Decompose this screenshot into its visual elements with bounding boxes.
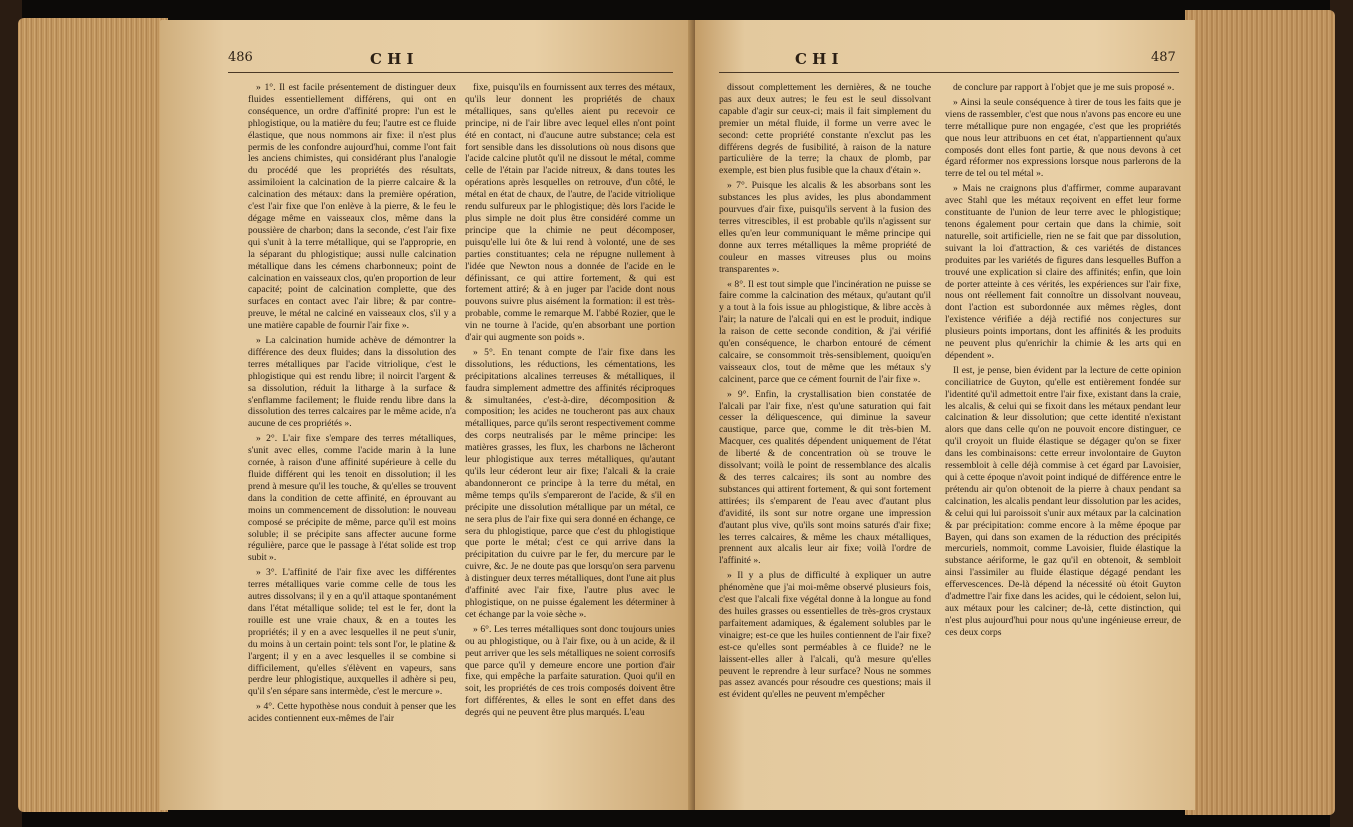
- page-edges-right: [1185, 10, 1335, 815]
- right-running-head: C H I: [795, 50, 839, 68]
- paragraph: fixe, puisqu'ils en fournissent aux terres des métaux, qu'ils leur donnent les propriétés de chaux métalliques, sans qu'elles aient pu recevoir ce principe, ni de l'air libre avec lequel elles n'ont point été en contact, ni d'aucune autre substance; cela est fort sensible dans les dissolutions où nous disons que l'acide calcine plutôt qu'il ne dissout le métal, comme celle de l'étain par l'acide nitreux, & dans toutes les opérations après lesquelles on retrouve, d'un côté, le métal en état de chaux, de l'autre, de l'acide vitriolique rendu sulfureux par le phlogistique; dès lors l'acide le plus simple ne doit plus être considéré comme un principe que la chimie ne peut décomposer, puisqu'elle lui ôte & lui rend à volonté, une de ses parties constituantes; cela ne répugne nullement à l'idée que Newton nous a donnée de l'acide en le définissant, ce qui attire fortement, & qui est fortement attiré; & à en juger par l'acide dont nous pouvons suivre plus aisément la formation: il est très-probable, comme le remarque M. l'abbé Rozier, que le vin ne tourne à l'acide, qu'en absorbant une portion d'air qui augmente son poids ».: [465, 82, 675, 344]
- paragraph: » 2°. L'air fixe s'empare des terres métalliques, s'unit avec elles, comme l'acide marin à la lune cornée, à raison d'une affinité supérieure à celle du fluide différent qui les tenoit en dissolution; il les prend à mesure qu'il les touche, & qu'elles se trouvent dans la condition de cette affinité, en éprouvant au moins un commencement de dissolution: le nouveau composé se précipite de même, parce qu'il est moins soluble; il se précipite sans affecter aucune forme régulière, parce que le passage à l'état solide est trop subit ».: [248, 433, 456, 564]
- paragraph: » 7°. Puisque les alcalis & les absorbans sont les substances les plus avides, les plus abondamment pourvues d'air fixe, puisqu'ils servent à la fusion des terres vitrescibles, il est probable qu'ils n'agissent sur elles qu'en leur communiquant le même principe qui donne aux terres métalliques la même propriété de couleur en masses vitreuses plus ou moins transparentes ».: [719, 180, 931, 275]
- paragraph: » Mais ne craignons plus d'affirmer, comme auparavant avec Stahl que les métaux reçoivent en effet leur forme constituante de l'union de leur terre avec le phlogistique; tenons également pour certain que dans la chimie, soit naturelle, soit artificielle, rien ne se fait que par dissolution, suivant la loi d'attraction, & ces variétés de distances produites par les variétés de figures dans lesquelles Buffon a trouvé une explication si claire des affinités; enfin, que loin de porter atteinte à ces vérités, les expériences sur l'air fixe, nous ont réellement fait connoître un dissolvant nouveau, dont l'action est subordonnée aux mêmes règles, dont l'existence vérifiée a déjà rectifié nos conjectures sur plusieurs points importans, dont les affinités & les produits ne peuvent plus qu'enrichir la chimie & les arts qui en dépendent ».: [945, 183, 1181, 361]
- paragraph: » 4°. Cette hypothèse nous conduit à penser que les acides contiennent eux-mêmes de l'air: [248, 701, 456, 725]
- right-page-number: 487: [1151, 50, 1176, 65]
- right-page: [695, 20, 1195, 810]
- paragraph: Il est, je pense, bien évident par la lecture de cette opinion conciliatrice de Guyton, qu'elle est entièrement fondée sur l'identité qu'il admettoit entre l'air fixe, existant dans la craie, les alcalis, & celui qui se fixoit dans les métaux pendant leur calcination & leur dissolution; que cette identité n'existant alors que dans celle qu'on ne pouvoit encore distinguer, ce qu'il croyoit un fluide élastique se dégager qu'on se fixer dans les combinaisons: cette erreur involontaire de Guyton ressembloit à celle déjà commise à cet égard par Lavoisier, qui à cette époque n'avoit point indiqué de différence entre le prétendu air qu'on obtenoit de la pierre à chaux pendant sa calcination, les alcalis pendant leur dissolution par les acides, & celui qui lui paroissoit s'unir aux métaux par la calcination & par précipitation: comme encore à la même époque par Bayen, qui dans son examen de la réduction des précipités mercuriels, nommoit, comme Lavoisier, fluide élastique la substance aériforme, le gaz qu'il en obtenoit, & sembloit ainsi l'assimiler au fluide élastique dégagé pendant les effervescences. De-là dépend la nécessité où étoit Guyton d'admettre l'air fixe dans les acides, qui le cédoient, selon lui, aux métaux pour les calciner; de-là, cette distinction, qui n'est plus aujourd'hui pour nous qu'une ingénieuse erreur, de ces deux corps: [945, 364, 1181, 638]
- right-head-rule: [719, 72, 1179, 73]
- left-head-rule: [228, 72, 673, 73]
- left-page-number: 486: [228, 50, 253, 65]
- left-column-1: [248, 82, 456, 810]
- paragraph: » 3°. L'affinité de l'air fixe avec les différentes terres métalliques varie comme celle de tous les autres dissolvans; il y en a qu'il attaque spontanément dans l'état métallique solide; tel est le fer, dont la rouille est une vraie chaux, & en a toutes les propriétés; il y en a avec lesquelles il ne peut s'unir, du moins à un certain point: tels sont l'or, le platine & l'argent; il y en a avec lesquelles il se combine si difficilement, qu'elles s'élèvent en vapeurs, sans perdre leur phlogistique, auxquelles il adhère si peu, qu'il s'en sépare sans intermède, c'est le mercure ».: [248, 567, 456, 698]
- left-running-head: C H I: [370, 50, 414, 68]
- paragraph: » 9°. Enfin, la crystallisation bien constatée de l'alcali par l'air fixe, n'est qu'une saturation qui fait cesser la déliquescence, qui diminue la saveur caustique, parce que, comme le dit très-bien M. Macquer, ces qualités dépendent uniquement de l'état de liberté & de concentration où se trouve le dissolvant; voilà le point de ressemblance des alcalis & des terres calcaires; ils sont au nombre des substances qui attirent fortement, & qui sont fortement attirées; ils s'emparent de l'eau avec d'autant plus d'avidité, ils sont sur notre organe une impression d'autant plus vive, qu'ils sont moins saturés d'air fixe; les terres calcaires, & même les chaux métalliques, prennent aux alcalis leur air fixe; voilà l'ordre de l'affinité ».: [719, 388, 931, 567]
- right-column-2: [945, 82, 1181, 810]
- left-column-2: [465, 82, 675, 810]
- paragraph: de conclure par rapport à l'objet que je me suis proposé ».: [953, 82, 1175, 93]
- paragraph: » La calcination humide achève de démontrer la différence des deux fluides; dans la dissolution des terres métalliques par l'acide vitriolique, c'est le phlogistique qui est rendu libre; il noircit l'argent & sa dissolution, réduit la litharge à la surface & s'enflamme facilement; le fluide rendu libre dans la dissolution des terres calcaires par le même acide, n'a aucune de ces propriétés ».: [248, 335, 456, 430]
- paragraph: « 8°. Il est tout simple que l'incinération ne puisse se faire comme la calcination des métaux, qu'autant qu'il y a tout à la fois issue au phlogistique, & libre accès à l'air; la nature de l'alcali qui en est le produit, indique la raison de cette seconde condition, & j'ai vérifié qu'en conséquence, le charbon entouré de cément calcaire, se consommoit très-sensiblement, quoiqu'en vaisseaux clos, tout de même que les métaux s'y calcinent, parce que ce cément fournit de l'air fixe ».: [719, 278, 931, 385]
- paragraph: » 1°. Il est facile présentement de distinguer deux fluides essentiellement différens, qui ont en conséquence, un ordre d'affinité propre: l'un est le phlogistique, ou la matière du feu; l'autre est ce fluide élastique, que nous nommons air fixe: il n'est plus permis de les confondre aujourd'hui, comme l'ont fait les anciens chimistes, qui considérant plus l'analogie du procédé que les propriétés des résultats, assimiloient la calcination de la pierre calcaire & la calcination des métaux: dans la première opération, c'est l'air fixe que l'on enlève à la pierre, & le feu le dégage même en vaisseaux clos, même dans la poussière de charbon; dans la seconde, c'est l'air fixe qui s'unit à la terre métallique, qui se l'approprie, en la séparant du phlogistique; aussi nulle calcination métallique dans les cémens charbonneux; point de calcination en vaisseaux clos, qu'en proportion de leur capacité; point de calcination complette, que des surfaces en contact avec l'air libre; & par contre-preuve, le métal ne calciné en vaisseaux clos, s'il y a une matière capable de fournir l'air fixe ».: [248, 82, 456, 332]
- page-edges-left: [18, 18, 168, 812]
- paragraph: » 5°. En tenant compte de l'air fixe dans les dissolutions, les réductions, les cémentations, les précipitations alcalines terreuses & métalliques, il faudra simplement admettre des affinités réciproques & simultanées, c'est-à-dire, décomposition & composition; les acides ne toucheront pas aux chaux métalliques, parce qu'ils seront respectivement comme des corps neutralisés par le même principe: les matières grasses, les flux, les charbons ne lâcheront leur phlogistique aux terres métalliques, qu'autant qu'ils leur céderont leur air fixe; l'alcali & la craie abandonneront ce principe à la terre du métal, en même temps qu'ils s'empareront de l'acide, & s'il en précipite une dissolution métallique par un métal, ce ne sera plus de l'air fixe qui sera donné en échange, ce sera du phlogistique, parce que c'est du phlogistique que porte le métal; c'est ce qui arrive dans la précipitation du cuivre par le fer, du mercure par le cuivre, &c. Je ne doute pas que lorsqu'on sera parvenu à distinguer deux terres métalliques, dont l'une ait plus d'affinité avec l'air fixe, l'autre plus avec le phlogistique, on ne puisse également les déterminer à cet échange par la voie sèche ».: [465, 346, 675, 620]
- paragraph: » 6°. Les terres métalliques sont donc toujours unies ou au phlogistique, ou à l'air fixe, ou à un acide, & il peut arriver que les sels métalliques ne soient corrosifs que parce qu'il y demeure encore une portion d'air fixe, qui empêche la parfaite saturation. Quoi qu'il en soit, les propriétés de ces trois composés doivent être fort différentes, & elles le sont en effet dans des degrés qui ne peuvent être plus marqués. L'eau: [465, 623, 675, 719]
- paragraph: » Ainsi la seule conséquence à tirer de tous les faits que je viens de rassembler, c'est que nous n'avons pas encore eu une terre métallique pure non engagée, c'est que les propriétés que nous leur attribuons en cet état, n'appartiennent qu'aux composés dont elles font partie, & que nous devons à cet égard réformer nos expressions lorsque nous parlerons de la terre de tel ou tel métal ».: [945, 96, 1181, 180]
- right-column-1: [719, 82, 931, 810]
- paragraph: » Il y a plus de difficulté à expliquer un autre phénomène que j'ai moi-même observé plusieurs fois, c'est que l'alcali fixe végétal donne à la longue au fond des huiles grasses ou essentielles de très-gros crystaux parfaitement adamiques, & également solubles par le vinaigre; est-ce que les huiles contiennent de l'air fixe? est-ce qu'elles sont perméables à ce fluide? ne le laissent-elles aller à l'alcali, qu'à mesure qu'elles peuvent le reprendre à leur surface? Nous ne sommes pas assez avancés pour résoudre ces questions; mais il est évident qu'elles ne peuvent m'empêcher: [719, 570, 931, 701]
- paragraph: dissout complettement les dernières, & ne touche pas aux deux autres; le feu est le seul dissolvant capable d'agir sur ceux-ci; mais il fait simplement du premier un métal fluide, il forme un verre avec le second: cette propriété constante n'exclut pas les différens degrés de fusibilité, à raison de la nature particulière de la terre; la chaux de plomb, par exemple, est bien plus fusible que la chaux d'étain ».: [719, 82, 931, 177]
- left-page: [160, 20, 695, 810]
